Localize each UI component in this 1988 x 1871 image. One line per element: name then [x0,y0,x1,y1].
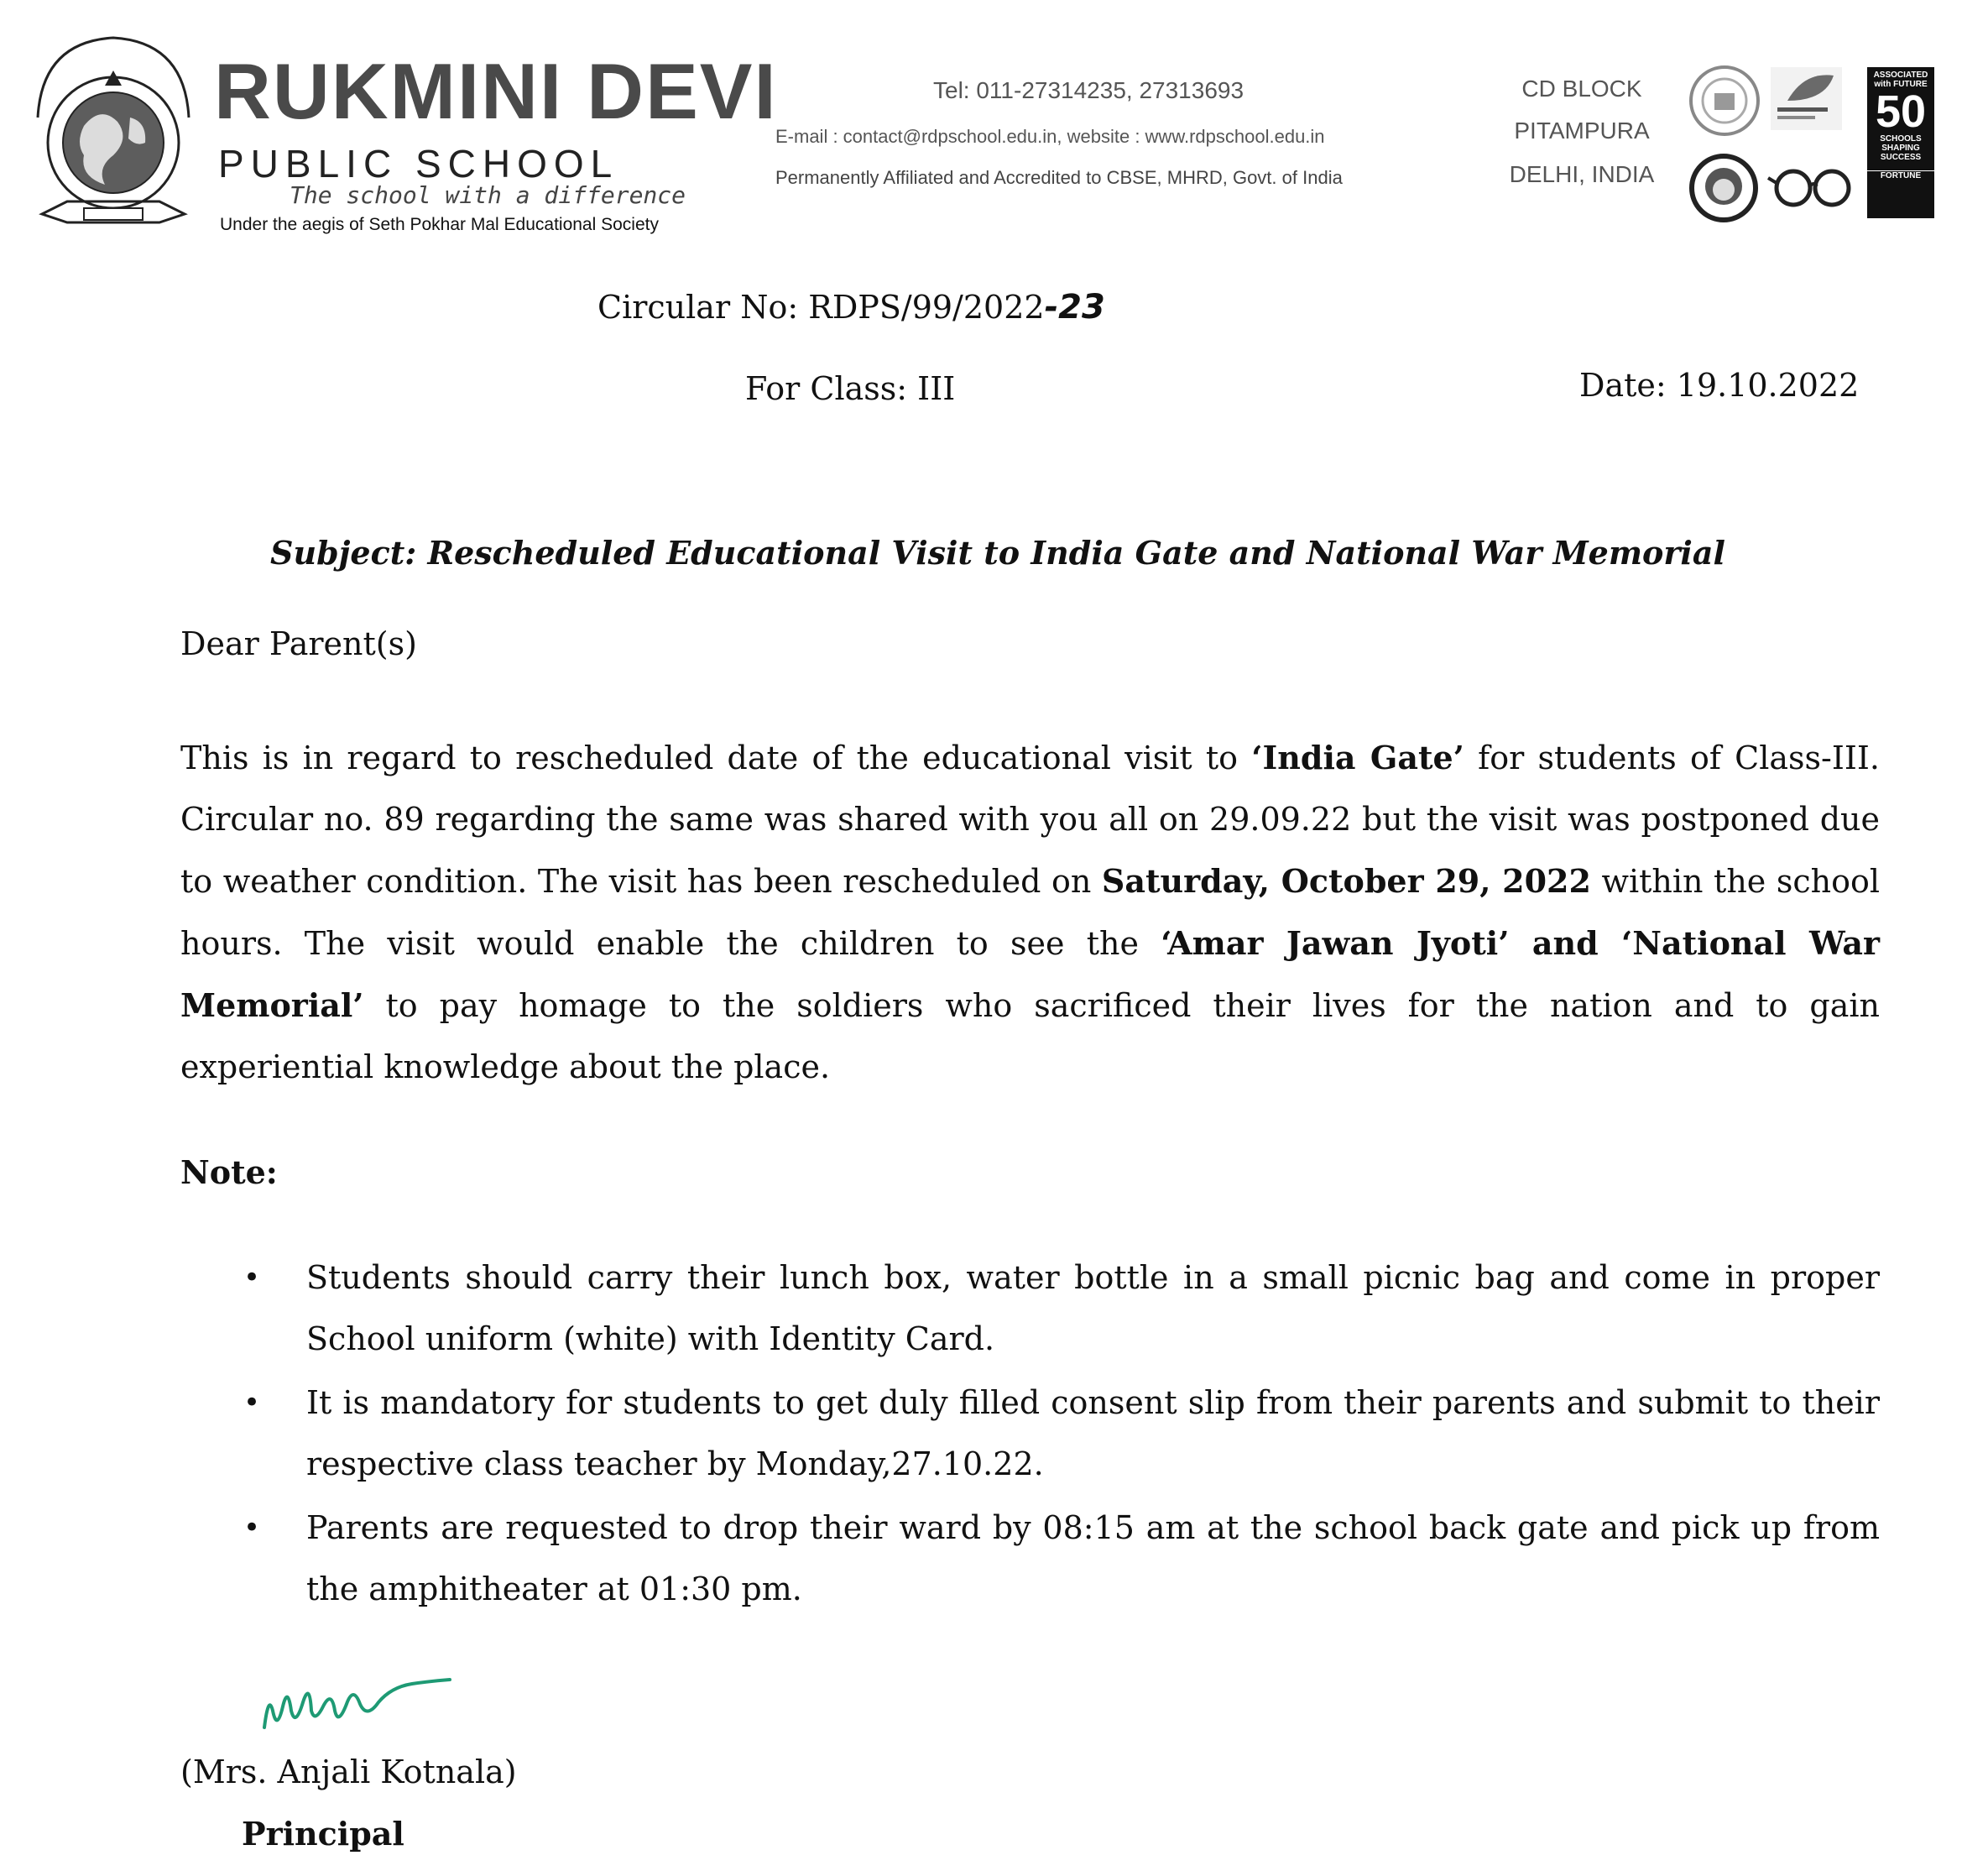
fortune-50-schools-badge [1867,67,1934,218]
school-subtitle: PUBLIC SCHOOL [218,142,619,186]
bullet-icon: • [243,1261,261,1294]
bullet-icon: • [243,1511,261,1544]
body-text-3: within the school hours. The visit would enable the children to see the [180,863,1880,962]
circular-number [597,288,1105,327]
school-name: RUKMINI DEVI [214,47,778,135]
circular-date: Date: 19.10.2022 [1579,367,1860,404]
body-bold-3: ‘Amar Jawan Jyoti’ and ‘National War Memorial’ [180,924,1881,1024]
international-school-award-logo [1771,67,1842,130]
signatory-designation: Principal [242,1815,404,1853]
telephone: Tel: 011-27314235, 27313693 [933,77,1244,103]
body-text-4: to pay homage to the soldiers who sacrificed their lives for the nation and to gain experiential knowledge about the place. [180,987,1880,1085]
signatory-name: (Mrs. Anjali Kotnala) [180,1753,517,1790]
body-bold-2: Saturday, October 29, 2022 [1101,862,1591,900]
fortune-badge-bottom: SCHOOLS SHAPING SUCCESS [1880,134,1922,162]
affiliation: Permanently Affiliated and Accredited to CBSE, MHRD, Govt. of India [775,167,1343,188]
body-bold-1: ‘India Gate’ [1251,739,1464,776]
notes-list [243,1247,1880,1623]
cbse-seal-logo [1687,63,1762,138]
school-aegis: Under the aegis of Seth Pokhar Mal Educational Society [220,215,659,234]
note-text: It is mandatory for students to get duly filled consent slip from their parents and submit to their respective class teacher by Monday,27.10.22. [306,1384,1880,1482]
address-line-2: PITAMPURA [1514,118,1650,144]
address-line-1: CD BLOCK [1521,76,1642,102]
swachh-bharat-logo [1766,161,1855,220]
address-line-3: DELHI, INDIA [1509,161,1655,187]
subject-line: Subject: Rescheduled Educational Visit to India Gate and National War Memorial [270,534,1725,572]
note-text: Students should carry their lunch box, water bottle in a small picnic bag and come in proper School uniform (white) with Identity Card. [306,1259,1880,1357]
salutation: Dear Parent(s) [180,625,417,662]
fortune-badge-brand: FORTUNE [1867,170,1934,180]
note-text: Parents are requested to drop their ward by 08:15 am at the school back gate and pick up from the amphitheater at 01:30 pm. [306,1509,1880,1607]
body-text-1: This is in regard to rescheduled date of the educational visit to [180,740,1252,776]
list-item [243,1497,1880,1620]
beti-bachao-logo [1687,153,1766,224]
list-item [243,1372,1880,1495]
circular-number-suffix: -23 [1044,288,1105,327]
fortune-badge-number: 50 [1875,86,1927,137]
body-paragraph [180,727,1880,1098]
list-item [243,1247,1880,1370]
school-emblem-logo [25,25,201,235]
school-tagline: The school with a difference [290,181,686,209]
for-class: For Class: III [745,370,956,407]
note-heading: Note: [180,1153,278,1191]
body-text-2: for students of Class-III. Circular no. 89 regarding the same was shared with you all on 29.09.22 but the visit was postponed due to weather condition. The visit has been rescheduled on [180,740,1880,900]
email-website: E-mail : contact@rdpschool.edu.in, website : www.rdpschool.edu.in [775,126,1325,147]
principal-signature [256,1669,466,1761]
fortune-badge-top: ASSOCIATED with FUTURE [1873,71,1928,89]
circular-number-label: Circular No: RDPS/99/2022 [597,289,1045,326]
bullet-icon: • [243,1386,261,1419]
